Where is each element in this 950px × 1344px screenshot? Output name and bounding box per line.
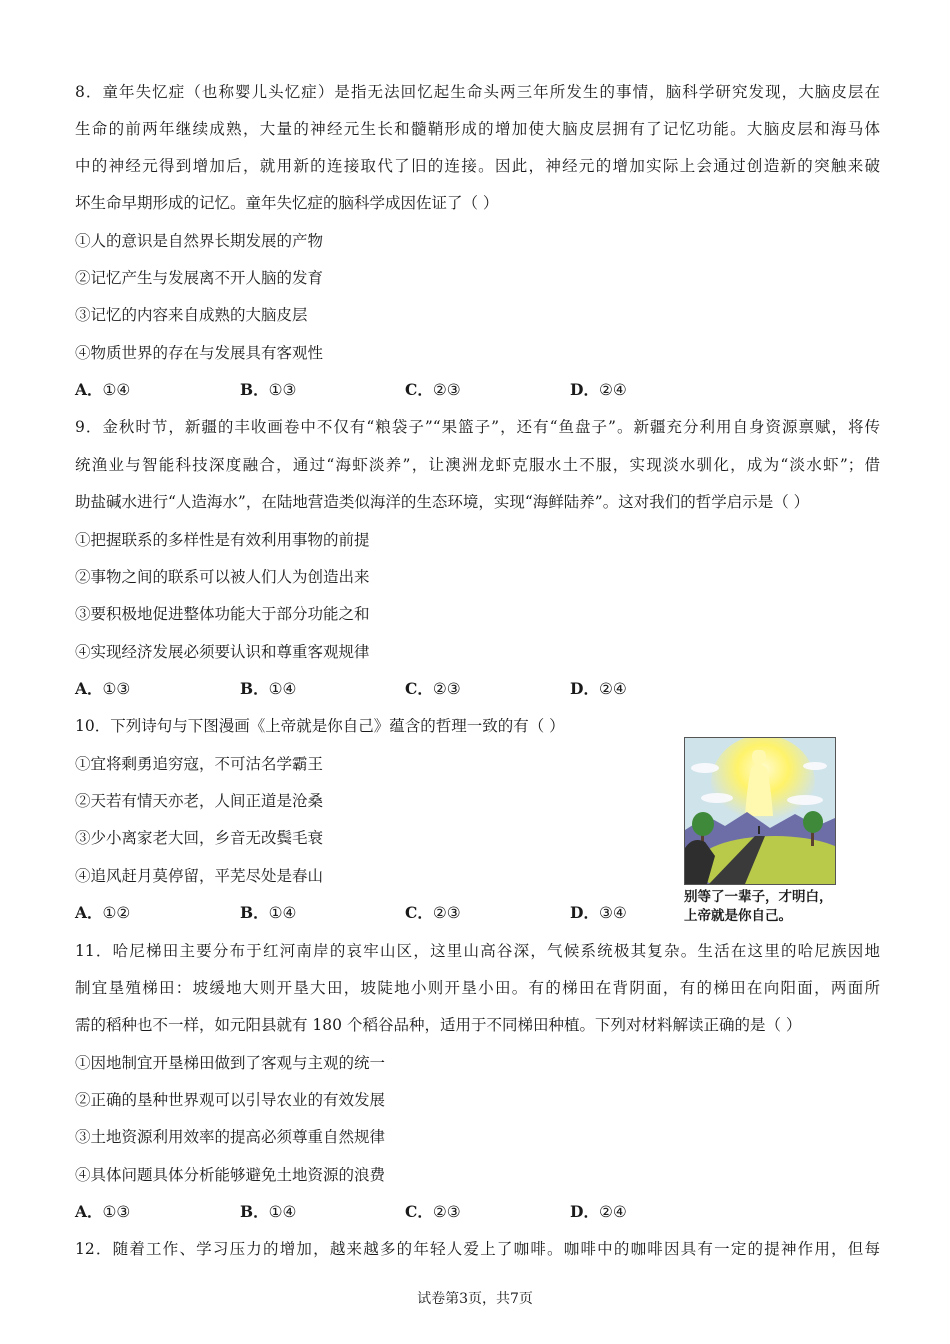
q10-option-c[interactable]: C．②③ [405, 903, 461, 922]
q9-option-b[interactable]: B．①④ [240, 679, 297, 698]
q11-item-3: ③土地资源利用效率的提高必须尊重自然规律 [75, 1128, 386, 1146]
q8-stem-line-2: 生命的前两年继续成熟，大量的神经元生长和髓鞘形成的增加使大脑皮层拥有了记忆功能。大脑皮层和海马体 [75, 120, 880, 138]
q8-option-d[interactable]: D．②④ [570, 380, 627, 399]
comic-caption-line-1: 别等了一辈子，才明白， [684, 889, 833, 905]
q9-option-a[interactable]: A．①③ [75, 679, 131, 698]
q10-item-3: ③少小离家老大回，乡音无改鬓毛衰 [75, 829, 324, 847]
q11-item-2: ②正确的垦种世界观可以引导农业的有效发展 [75, 1091, 386, 1109]
q11-option-c[interactable]: C．②③ [405, 1202, 461, 1221]
q8-option-b[interactable]: B．①③ [240, 380, 297, 399]
tiny-person [758, 826, 760, 834]
comic-illustration [684, 737, 836, 885]
q9-stem-line-1: 9．金秋时节，新疆的丰收画卷中不仅有“粮袋子”“果篮子”，还有“鱼盘子”。新疆充分利用自身资源禀赋，将传 [75, 418, 880, 436]
q10-item-1: ①宜将剩勇追穷寇，不可沽名学霸王 [75, 755, 324, 773]
q9-stem-line-2: 统渔业与智能科技深度融合，通过“海虾淡养”，让澳洲龙虾克服水土不服，实现淡水驯化，成为“淡水虾”；借 [75, 456, 880, 474]
q11-option-d[interactable]: D．②④ [570, 1202, 627, 1221]
q9-option-c[interactable]: C．②③ [405, 679, 461, 698]
q9-item-2: ②事物之间的联系可以被人们人为创造出来 [75, 568, 370, 586]
q11-option-a[interactable]: A．①③ [75, 1202, 131, 1221]
q8-stem-line-3: 中的神经元得到增加后，就用新的连接取代了旧的连接。因此，神经元的增加实际上会通过创造新的突触来破 [75, 157, 880, 175]
q11-item-1: ①因地制宜开垦梯田做到了客观与主观的统一 [75, 1054, 386, 1072]
q10-option-a[interactable]: A．①② [75, 903, 131, 922]
page-footer: 试卷第3页，共7页 [417, 1291, 533, 1307]
q10-option-b[interactable]: B．①④ [240, 903, 297, 922]
q10-option-d[interactable]: D．③④ [570, 903, 627, 922]
q8-item-4: ④物质世界的存在与发展具有客观性 [75, 344, 324, 362]
q9-option-d[interactable]: D．②④ [570, 679, 627, 698]
q9-item-1: ①把握联系的多样性是有效利用事物的前提 [75, 531, 370, 549]
q9-stem-line-3: 助盐碱水进行“人造海水”，在陆地营造类似海洋的生态环境，实现“海鲜陆养”。这对我们的哲学启示是（ ） [75, 493, 810, 511]
q11-stem-line-1: 11．哈尼梯田主要分布于红河南岸的哀牢山区，这里山高谷深，气候系统极其复杂。生活在这里的哈尼族因地 [75, 942, 880, 960]
q11-stem-line-3: 需的稻种也不一样，如元阳县就有 180 个稻谷品种，适用于不同梯田种植。下列对材料解读正确的是（ ） [75, 1016, 802, 1034]
q10-item-4: ④追风赶月莫停留，平芜尽处是春山 [75, 867, 324, 885]
q9-item-4: ④实现经济发展必须要认识和尊重客观规律 [75, 643, 370, 661]
q11-stem-line-2: 制宜垦殖梯田：坡缓地大则开垦大田，坡陡地小则开垦小田。有的梯田在背阴面，有的梯田在向阳面，两面所 [75, 979, 880, 997]
q8-item-2: ②记忆产生与发展离不开人脑的发育 [75, 269, 324, 287]
q8-option-c[interactable]: C．②③ [405, 380, 461, 399]
q9-item-3: ③要积极地促进整体功能大于部分功能之和 [75, 605, 370, 623]
q11-option-b[interactable]: B．①④ [240, 1202, 297, 1221]
q8-stem-line-1: 8．童年失忆症（也称婴儿头忆症）是指无法回忆起生命头两三年所发生的事情，脑科学研究发现，大脑皮层在 [75, 83, 880, 101]
q8-item-3: ③记忆的内容来自成熟的大脑皮层 [75, 306, 308, 324]
q11-item-4: ④具体问题具体分析能够避免土地资源的浪费 [75, 1166, 386, 1184]
q8-item-1: ①人的意识是自然界长期发展的产物 [75, 232, 324, 250]
q8-option-a[interactable]: A．①④ [75, 380, 131, 399]
q8-stem-line-4: 坏生命早期形成的记忆。童年失忆症的脑科学成因佐证了（ ） [75, 194, 499, 212]
q12-stem-line-1: 12．随着工作、学习压力的增加，越来越多的年轻人爱上了咖啡。咖啡中的咖啡因具有一定的提神作用，但每 [75, 1240, 880, 1258]
q10-item-2: ②天若有情天亦老，人间正道是沧桑 [75, 792, 324, 810]
comic-caption-line-2: 上帝就是你自己。 [684, 908, 792, 924]
q10-stem-line-1: 10．下列诗句与下图漫画《上帝就是你自己》蕴含的哲理一致的有（ ） [75, 717, 565, 735]
